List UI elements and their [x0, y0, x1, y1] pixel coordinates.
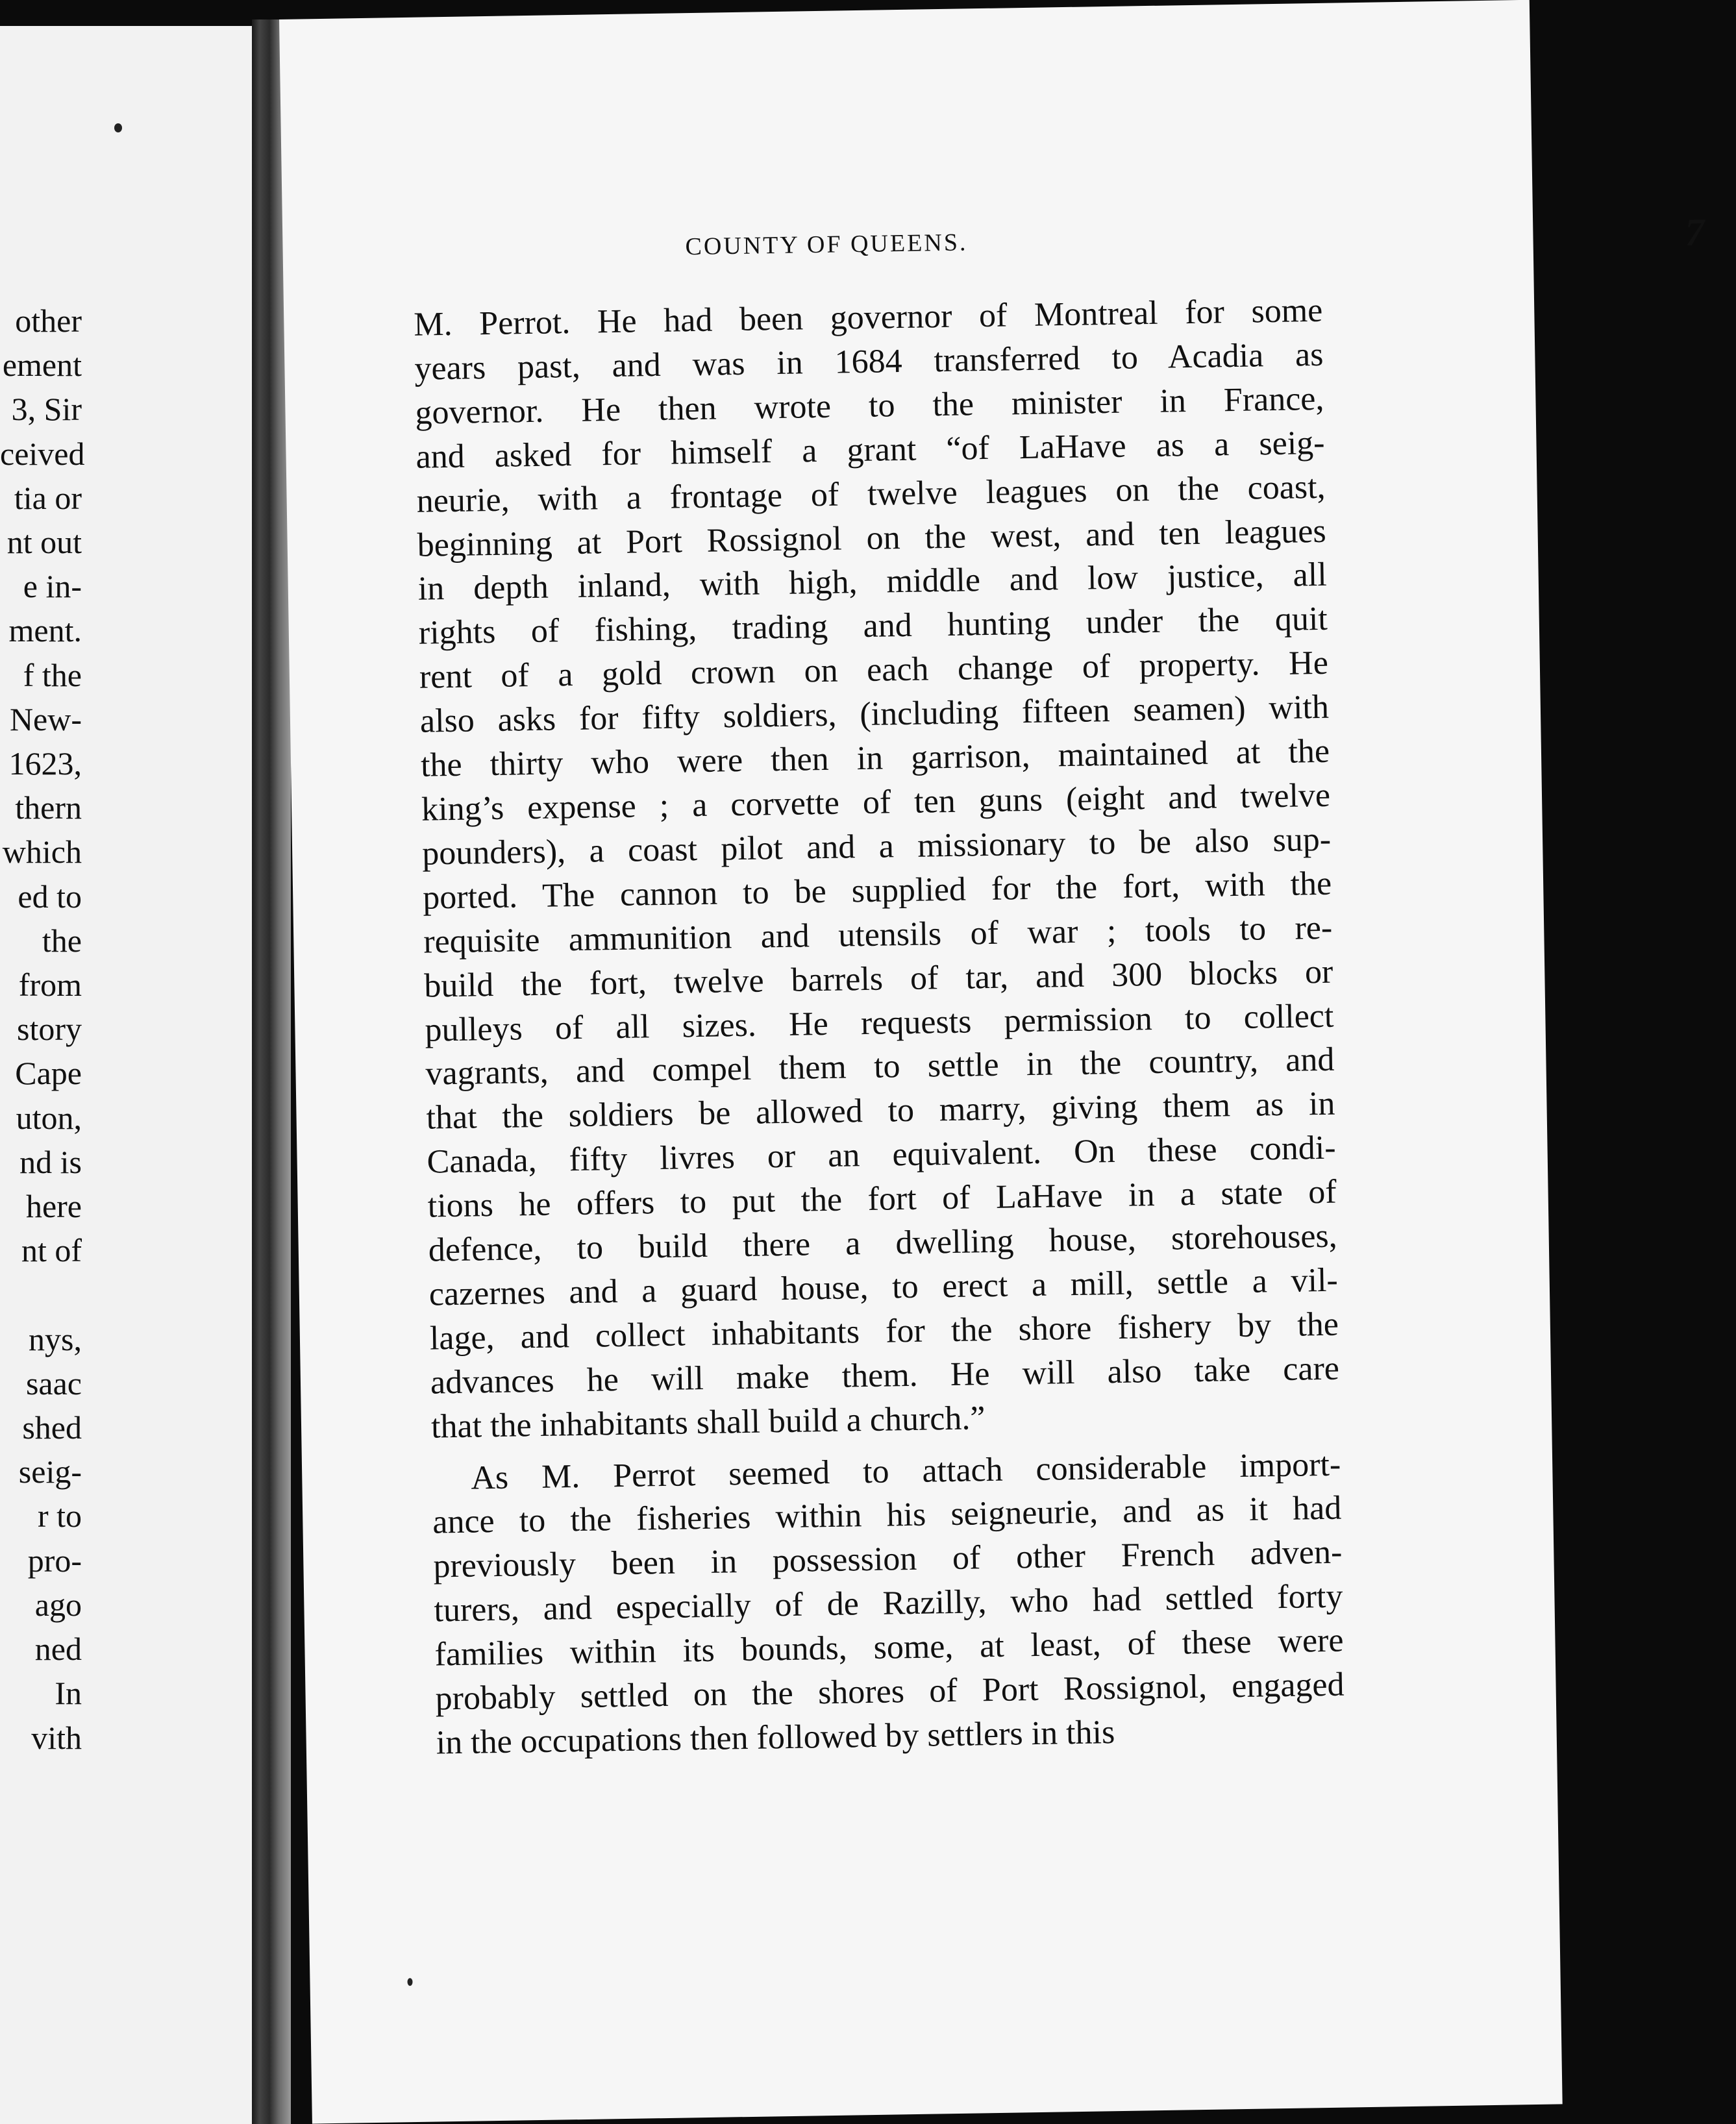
text-fragment: 3, Sir: [11, 391, 82, 428]
previous-page: [0, 26, 252, 2124]
page-number: 7: [1684, 210, 1707, 254]
text-fragment: other: [15, 303, 82, 339]
text-fragment: nt of: [21, 1232, 82, 1269]
text-line: previously been in possession of other French adven-: [433, 1533, 1343, 1585]
text-fragment: from: [18, 967, 82, 1004]
text-line: neurie, with a frontage of twelve leagues on the coast,: [416, 468, 1326, 520]
text-line: M. Perrot. He had been governor of Montreal for some: [413, 291, 1323, 343]
text-line: in depth inland, with high, middle and low justice, all: [417, 556, 1328, 608]
text-fragment: ment.: [8, 612, 82, 649]
text-line: and asked for himself a grant “of LaHave as a seig-: [415, 424, 1325, 476]
current-page: [279, 0, 1707, 2124]
text-line: years past, and was in 1684 transferred to Acadia as: [414, 336, 1324, 388]
text-fragment: tia or: [14, 479, 82, 516]
text-line: pounders), a coast pilot and a missionary to be also sup-: [421, 821, 1332, 872]
text-fragment: seig-: [18, 1453, 82, 1490]
text-fragment: In: [55, 1675, 82, 1712]
text-line: that the inhabitants shall build a church.”: [430, 1399, 986, 1446]
text-line: pulleys of all sizes. He requests permission to collect: [425, 997, 1334, 1049]
text-line: Canada, fifty livres or an equivalent. On these condi-: [427, 1129, 1336, 1181]
text-line: king’s expense ; a corvette of ten guns (eight and twelve: [421, 776, 1331, 828]
text-fragment: nt out: [6, 524, 82, 561]
text-fragment: vith: [31, 1719, 82, 1756]
text-fragment: shed: [22, 1409, 82, 1446]
text-fragment: New-: [9, 700, 82, 737]
text-line: build the fort, twelve barrels of tar, and 300 blocks or: [423, 953, 1333, 1005]
text-line: in the occupations then followed by settlers in this: [436, 1714, 1115, 1762]
text-line: beginning at Port Rossignol on the west, and ten leagues: [417, 512, 1327, 564]
text-line: probably settled on the shores of Port Rossignol, engaged: [435, 1666, 1345, 1718]
page-header: [685, 210, 1707, 261]
text-line: ance to the fisheries within his seigneurie, and as it had: [432, 1490, 1342, 1542]
text-fragment: nys,: [29, 1320, 82, 1357]
text-line: vagrants, and compel them to settle in the country, and: [425, 1041, 1335, 1093]
text-line: rent of a gold crown on each change of property. He: [419, 644, 1329, 696]
text-line: that the soldiers be allowed to marry, giving them as in: [426, 1085, 1335, 1137]
text-fragment: thern: [15, 789, 82, 826]
ink-speck: [114, 123, 122, 132]
text-fragment: e in-: [23, 568, 82, 605]
text-fragment: the: [42, 922, 82, 959]
text-line: requisite ammunition and utensils of war ; tools to re-: [423, 909, 1333, 961]
text-line: turers, and especially of de Razilly, who had settled forty: [434, 1577, 1343, 1629]
text-fragment: ago: [34, 1586, 82, 1623]
text-fragment: r to: [37, 1498, 82, 1535]
text-line: rights of fishing, trading and hunting under the quit: [418, 600, 1328, 652]
paragraph: [432, 1442, 1345, 1765]
running-head: COUNTY OF QUEENS.: [685, 228, 968, 261]
text-fragment: ceived: [0, 435, 85, 472]
text-fragment: story: [17, 1011, 82, 1048]
text-line: lage, and collect inhabitants for the shore fishery by the: [429, 1305, 1339, 1357]
text-line: ported. The cannon to be supplied for the fort, with the: [422, 865, 1332, 917]
text-fragment: ed to: [18, 878, 82, 915]
text-fragment: Cape: [15, 1055, 82, 1092]
text-fragment: pro-: [27, 1542, 82, 1579]
text-line: families within its bounds, some, at least, of these were: [434, 1622, 1344, 1673]
text-fragment: saac: [25, 1365, 82, 1402]
text-line: defence, to build there a dwelling house, storehouses,: [428, 1217, 1338, 1269]
text-fragment: ement: [2, 347, 82, 384]
text-fragment: nd is: [19, 1143, 82, 1180]
text-line: cazernes and a guard house, to erect a mill, settle a vil-: [428, 1261, 1339, 1313]
text-line: advances he will make them. He will also take care: [430, 1350, 1340, 1402]
text-line: also asks for fifty soldiers, (including fifteen seamen) with: [419, 688, 1330, 740]
text-fragment: uton,: [16, 1099, 82, 1136]
text-fragment: here: [25, 1188, 82, 1225]
text-fragment: 1623,: [8, 745, 82, 782]
text-line: governor. He then wrote to the minister in France,: [415, 380, 1324, 432]
previous-page-text: [0, 299, 252, 1760]
text-line: the thirty who were then in garrison, maintained at the: [420, 732, 1330, 784]
body-text: [414, 289, 1345, 1766]
paragraph: [414, 289, 1341, 1449]
text-line: tions he offers to put the fort of LaHave in a state of: [427, 1173, 1337, 1225]
text-line: As M. Perrot seemed to attach considerable import-: [470, 1446, 1341, 1497]
text-fragment: ned: [34, 1631, 82, 1668]
text-fragment: [0, 1272, 252, 1316]
text-fragment: which: [2, 834, 82, 871]
text-fragment: f the: [23, 656, 82, 693]
ink-speck: [407, 1978, 412, 1986]
